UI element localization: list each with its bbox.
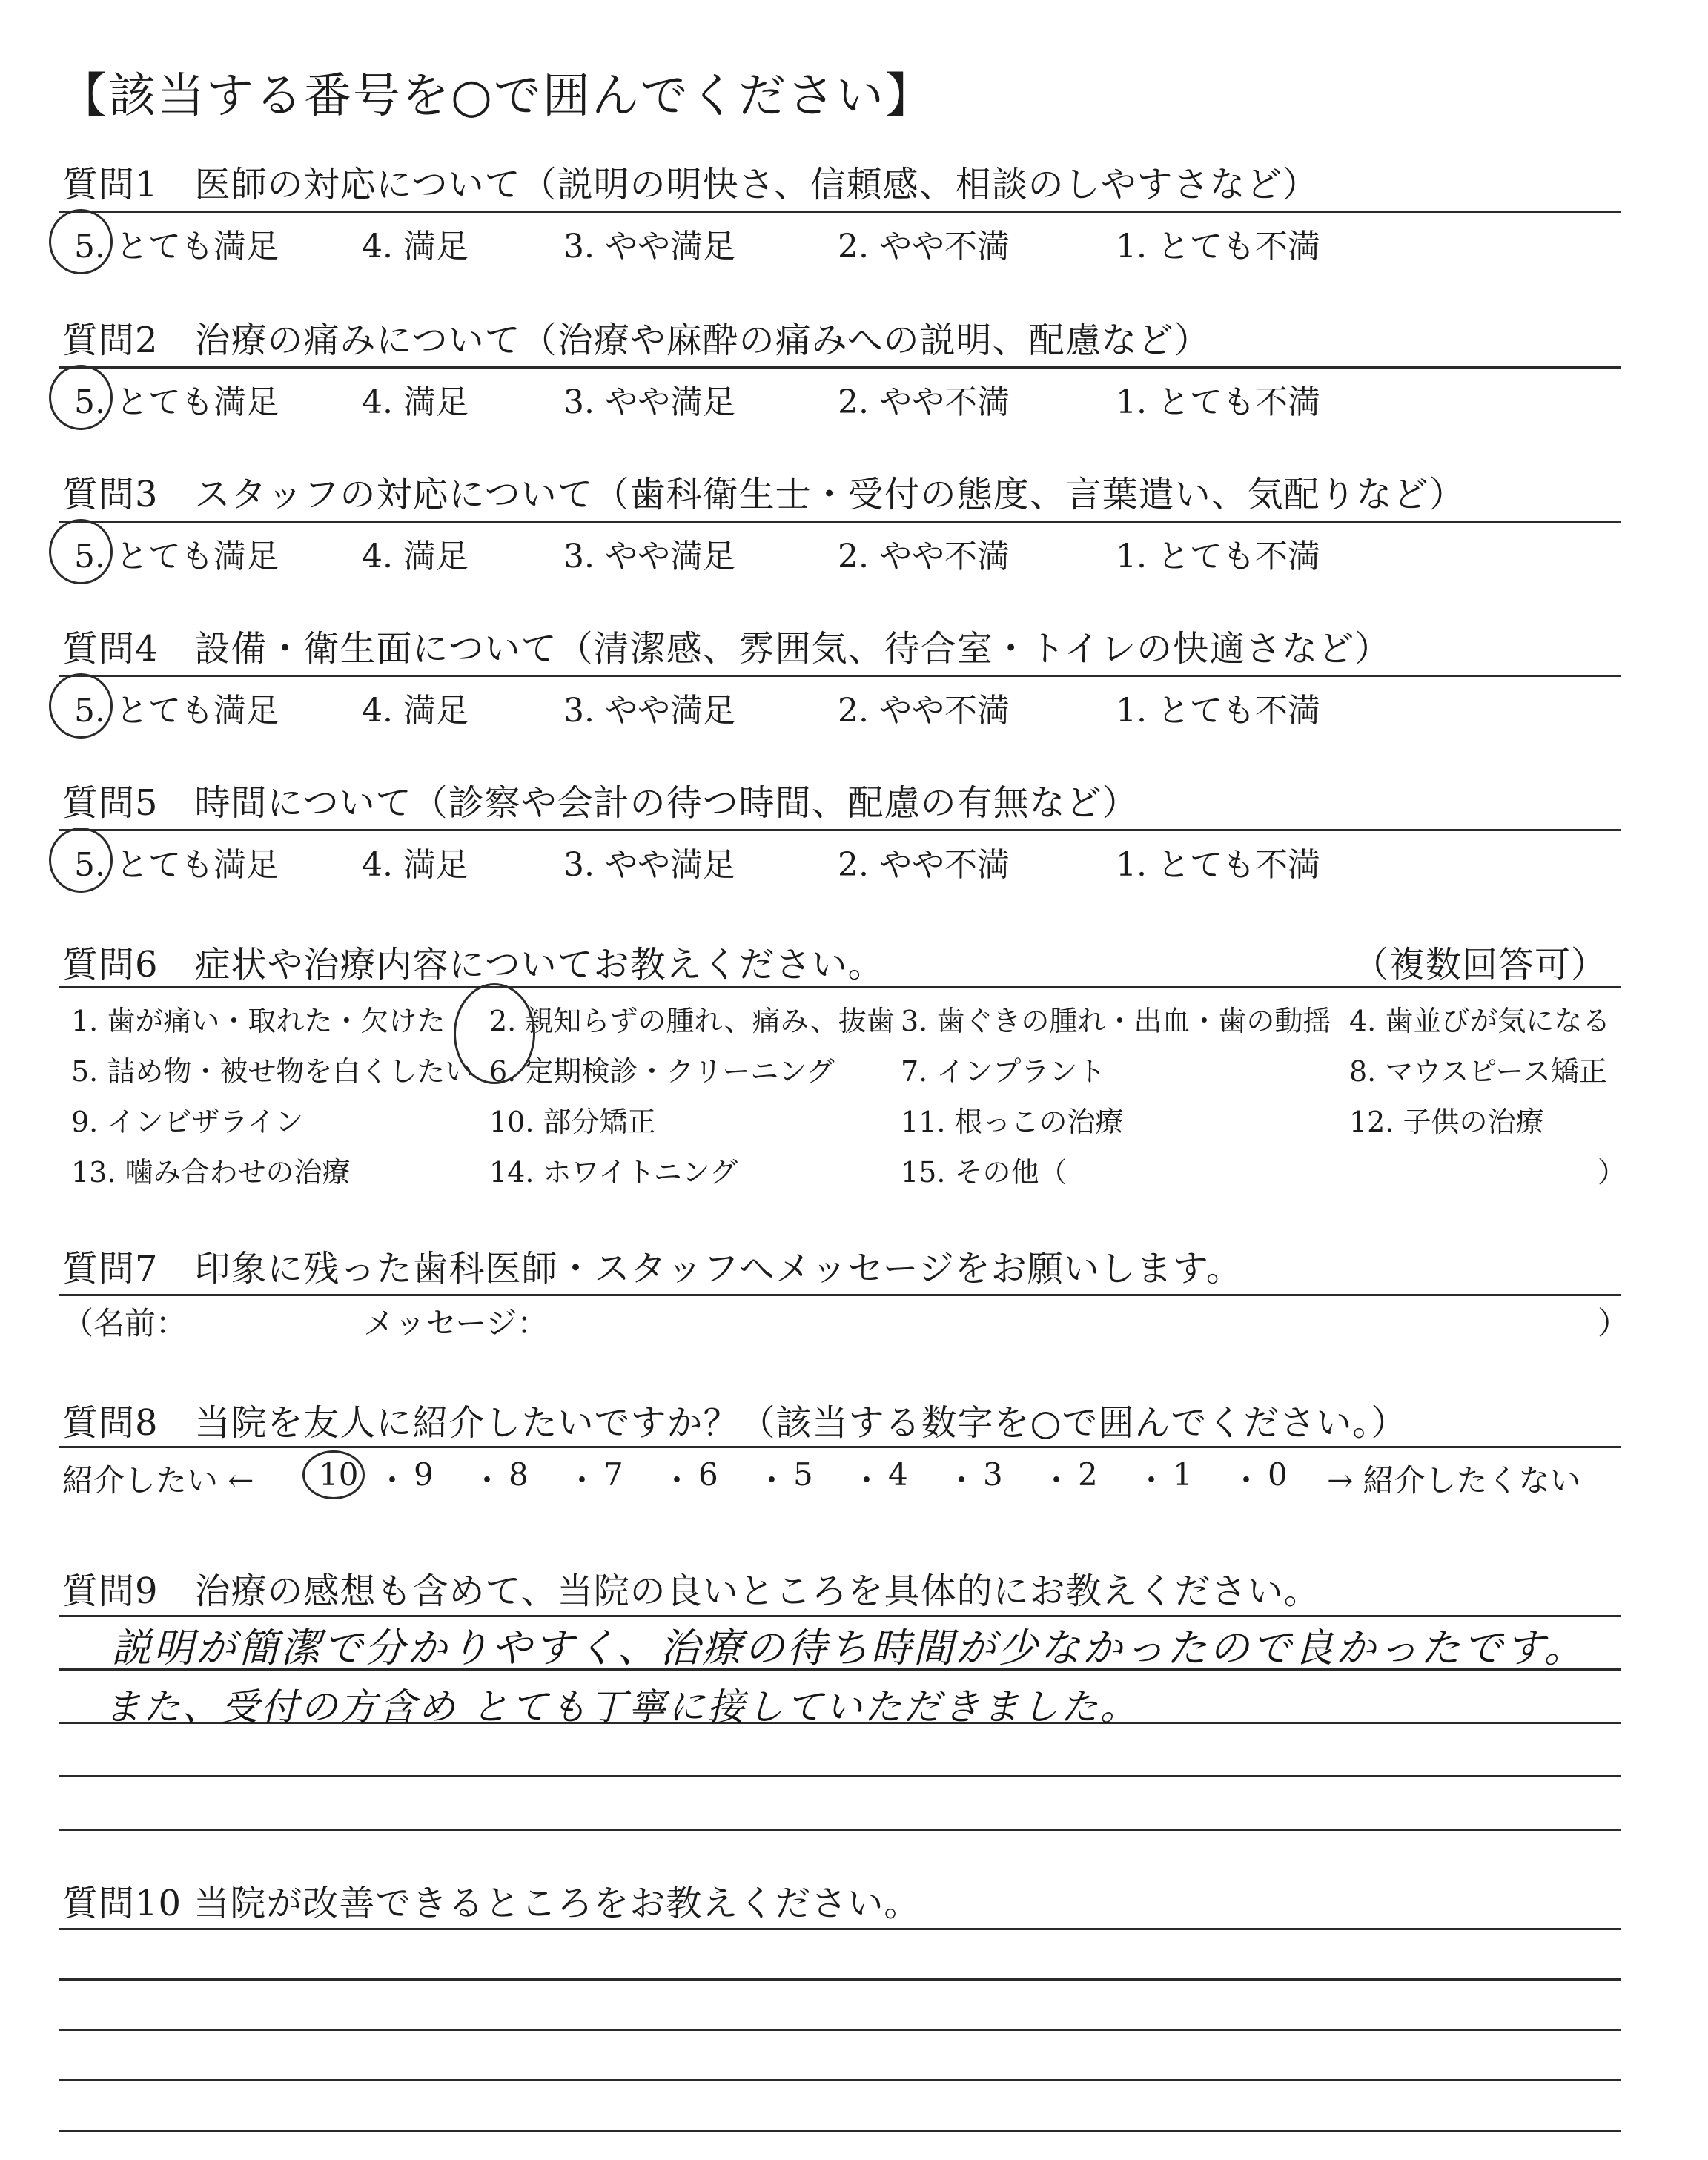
q6-option-14[interactable]: 14. ホワイトニング [489,1156,738,1189]
q3-option-2[interactable]: 2. やや不満 [838,538,1010,575]
q2-rule [59,366,1621,369]
q4-title: 質問4 設備・衛生面について（清潔感、雰囲気、待合室・トイレの快適さなど） [62,628,1391,670]
q8-scale-9[interactable]: 9 [414,1456,434,1493]
q6-title: 質問6 症状や治療内容についてお教えください。 [62,944,884,985]
q10-rule-3 [59,2029,1621,2031]
q7-close-paren: ） [1598,1305,1629,1341]
q8-separator: ・ [566,1462,598,1499]
q3-title: 質問3 スタッフの対応について（歯科衛生士・受付の態度、言葉遣い、気配りなど） [62,474,1466,515]
q4-rule [59,675,1621,677]
q8-scale-1[interactable]: 1 [1173,1456,1193,1493]
q1-option-1[interactable]: 1. とても不満 [1116,228,1320,265]
q6-option-6[interactable]: 6. 定期検診・クリーニング [489,1055,835,1088]
q6-option-13[interactable]: 13. 噛み合わせの治療 [71,1156,351,1189]
q8-scale-3[interactable]: 3 [983,1456,1003,1493]
q5-option-4[interactable]: 4. 満足 [362,846,469,884]
q8-selection-circle [302,1450,365,1499]
q5-option-1[interactable]: 1. とても不満 [1116,846,1320,884]
q8-separator: ・ [1041,1462,1073,1499]
q6-option-4[interactable]: 4. 歯並びが気になる [1349,1005,1611,1037]
q5-selection-circle [49,828,113,893]
q3-rule [59,521,1621,523]
q7-message-label: メッセージ： [363,1305,549,1341]
q8-left-label: 紹介したい ← [62,1462,254,1499]
q7-name-label: （名前： [62,1305,188,1341]
q2-option-5[interactable]: 5. とても満足 [74,383,279,421]
q8-separator: ・ [377,1462,408,1499]
q10-title: 質問10 当院が改善できるところをお教えください。 [62,1883,921,1924]
q5-option-5[interactable]: 5. とても満足 [74,846,279,884]
q5-option-3[interactable]: 3. やや満足 [563,846,735,884]
q8-scale-7[interactable]: 7 [603,1456,623,1493]
q8-separator: ・ [851,1462,883,1499]
q6-rule [59,986,1621,988]
q8-separator: ・ [471,1462,503,1499]
q2-title: 質問2 治療の痛みについて（治療や麻酔の痛みへの説明、配慮など） [62,320,1211,361]
q3-option-1[interactable]: 1. とても不満 [1116,538,1320,575]
q2-option-2[interactable]: 2. やや不満 [838,383,1010,421]
q3-option-4[interactable]: 4. 満足 [362,538,469,575]
q1-selection-circle [49,209,113,274]
q8-separator: ・ [661,1462,693,1499]
q2-option-3[interactable]: 3. やや満足 [563,383,735,421]
q9-rule-4 [59,1775,1621,1777]
q9-handwritten-line-2: また、受付の方含め とても丁寧に接していただきました。 [104,1685,1139,1728]
q8-rule [59,1446,1621,1448]
q9-rule-5 [59,1829,1621,1831]
q7-rule [59,1294,1621,1296]
q4-option-3[interactable]: 3. やや満足 [563,692,735,730]
q10-rule-4 [59,2079,1621,2081]
q6-selection-circle [454,983,535,1084]
q4-option-4[interactable]: 4. 満足 [362,692,469,730]
q8-separator: ・ [1136,1462,1168,1499]
q2-selection-circle [49,365,113,430]
q6-option-7[interactable]: 7. インプラント [901,1055,1106,1088]
q7-title: 質問7 印象に残った歯科医師・スタッフへメッセージをお願いします。 [62,1248,1242,1289]
q6-other-close-paren: ） [1598,1156,1626,1189]
q8-scale-4[interactable]: 4 [888,1456,908,1493]
q8-scale-6[interactable]: 6 [698,1456,718,1493]
q8-separator: ・ [1231,1462,1262,1499]
q8-scale-2[interactable]: 2 [1078,1456,1098,1493]
q8-scale-10[interactable]: 10 [319,1456,359,1493]
q8-separator: ・ [756,1462,788,1499]
q2-option-4[interactable]: 4. 満足 [362,383,469,421]
q4-selection-circle [49,673,113,739]
q8-right-label: → 紹介したくない [1327,1462,1581,1499]
q1-option-2[interactable]: 2. やや不満 [838,228,1010,265]
q5-title: 質問5 時間について（診察や会計の待つ時間、配慮の有無など） [62,782,1139,824]
q6-option-5[interactable]: 5. 詰め物・被せ物を白くしたい [71,1055,474,1088]
q6-option-12[interactable]: 12. 子供の治療 [1349,1106,1544,1138]
q1-option-5[interactable]: 5. とても満足 [74,228,279,265]
q8-separator: ・ [946,1462,978,1499]
q6-option-11[interactable]: 11. 根っこの治療 [901,1106,1124,1138]
q10-rule-1 [59,1928,1621,1930]
q6-option-3[interactable]: 3. 歯ぐきの腫れ・出血・歯の動揺 [901,1005,1331,1037]
q1-option-3[interactable]: 3. やや満足 [563,228,735,265]
q10-rule-5 [59,2130,1621,2132]
q3-option-5[interactable]: 5. とても満足 [74,538,279,575]
q6-option-2[interactable]: 2. 親知らずの腫れ、痛み、抜歯 [489,1005,895,1037]
q5-option-2[interactable]: 2. やや不満 [838,846,1010,884]
q6-option-1[interactable]: 1. 歯が痛い・取れた・欠けた [71,1005,446,1037]
page-title: 【該当する番号を○で囲んでください】 [59,69,934,124]
q6-multiple-answer-note: （複数回答可） [1353,944,1608,985]
q8-scale-8[interactable]: 8 [509,1456,529,1493]
q6-option-10[interactable]: 10. 部分矯正 [489,1106,656,1138]
q9-title: 質問9 治療の感想も含めて、当院の良いところを具体的にお教えください。 [62,1571,1320,1612]
q3-option-3[interactable]: 3. やや満足 [563,538,735,575]
q3-selection-circle [49,519,113,584]
q6-option-15[interactable]: 15. その他（ [901,1156,1068,1189]
q8-scale-5[interactable]: 5 [793,1456,813,1493]
q2-option-1[interactable]: 1. とても不満 [1116,383,1320,421]
q1-option-4[interactable]: 4. 満足 [362,228,469,265]
q6-option-9[interactable]: 9. インビザライン [71,1106,304,1138]
q4-option-2[interactable]: 2. やや不満 [838,692,1010,730]
q5-rule [59,829,1621,831]
q4-option-1[interactable]: 1. とても不満 [1116,692,1320,730]
q8-title: 質問8 当院を友人に紹介したいですか？（該当する数字を○で囲んでください。） [62,1402,1408,1444]
q4-option-5[interactable]: 5. とても満足 [74,692,279,730]
q10-rule-2 [59,1978,1621,1981]
q6-option-8[interactable]: 8. マウスピース矯正 [1349,1055,1607,1088]
q9-handwritten-line-1: 説明が簡潔で分かりやすく、治療の待ち時間が少なかったので良かったです。 [111,1625,1586,1671]
q8-scale-0[interactable]: 0 [1268,1456,1288,1493]
q1-rule [59,211,1621,213]
q1-title: 質問1 医師の対応について（説明の明快さ、信頼感、相談のしやすさなど） [62,164,1319,205]
